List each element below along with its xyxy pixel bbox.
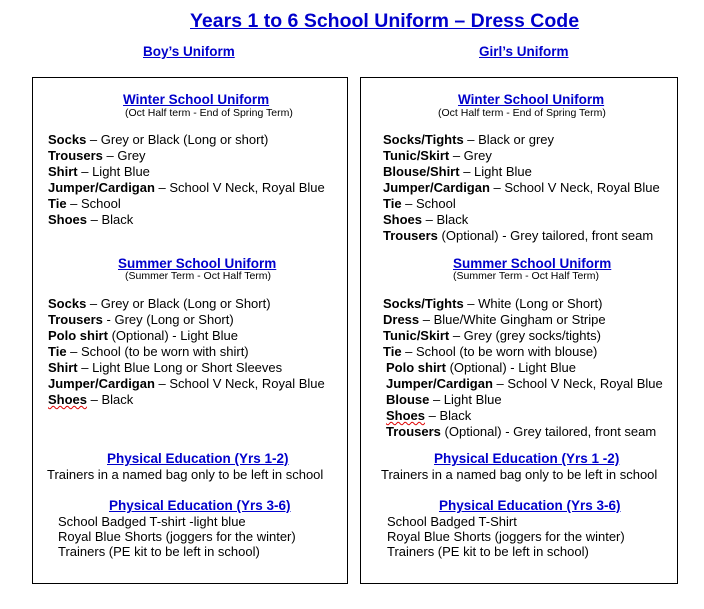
list-item: Royal Blue Shorts (joggers for the winter): [58, 529, 296, 544]
list-item: School Badged T-Shirt: [387, 514, 517, 529]
page-title: Years 1 to 6 School Uniform – Dress Code: [190, 10, 580, 32]
list-item: Tie – School: [48, 196, 121, 211]
list-item: Socks – Grey or Black (Long or Short): [48, 296, 271, 311]
list-item: Polo shirt (Optional) - Light Blue: [386, 360, 577, 375]
list-item: Royal Blue Shorts (joggers for the winter): [387, 529, 625, 544]
boys-winter-title: Winter School Uniform: [123, 92, 270, 107]
boys-heading: Boy’s Uniform: [143, 44, 235, 59]
list-item: Jumper/Cardigan – School V Neck, Royal Blue: [48, 376, 325, 391]
list-item: Shoes – Black: [386, 408, 472, 423]
girls-pe2-title: Physical Education (Yrs 3-6): [439, 498, 621, 513]
girls-pe1-text: Trainers in a named bag only to be left in school: [381, 467, 658, 482]
list-item: Polo shirt (Optional) - Light Blue: [48, 328, 239, 343]
boys-summer-title: Summer School Uniform: [118, 256, 277, 271]
girls-winter-subtitle: (Oct Half term - End of Spring Term): [438, 107, 606, 119]
boys-winter-subtitle: (Oct Half term - End of Spring Term): [125, 107, 293, 119]
list-item: Blouse – Light Blue: [386, 392, 502, 407]
list-item: Trousers - Grey (Long or Short): [48, 312, 234, 327]
boys-pe1-text: Trainers in a named bag only to be left in school: [47, 467, 324, 482]
boys-summer-subtitle: (Summer Term - Oct Half Term): [125, 270, 272, 282]
list-item: School Badged T-shirt -light blue: [58, 514, 246, 529]
list-item: Jumper/Cardigan – School V Neck, Royal Blue: [386, 376, 663, 391]
list-item: Dress – Blue/White Gingham or Stripe: [383, 312, 606, 327]
list-item: Trainers (PE kit to be left in school): [387, 544, 589, 559]
girls-pe1-title: Physical Education (Yrs 1 -2): [434, 451, 620, 466]
boys-pe2-title: Physical Education (Yrs 3-6): [109, 498, 291, 513]
girls-pe2-list: [387, 514, 625, 559]
girls-summer-title: Summer School Uniform: [453, 256, 612, 271]
list-item: Trousers (Optional) - Grey tailored, front seam: [383, 228, 654, 243]
boys-pe1-title: Physical Education (Yrs 1-2): [107, 451, 289, 466]
list-item: Shoes – Black: [48, 212, 134, 227]
list-item: Tie – School: [383, 196, 456, 211]
list-item: Tunic/Skirt – Grey: [383, 148, 492, 163]
list-item: Trousers – Grey: [48, 148, 146, 163]
list-item: Socks – Grey or Black (Long or short): [48, 132, 269, 147]
girls-summer-list: [383, 296, 663, 440]
list-item: Shirt – Light Blue: [48, 164, 150, 179]
list-item: Socks/Tights – Black or grey: [383, 132, 555, 147]
list-item: Tie – School (to be worn with shirt): [48, 344, 249, 359]
list-item: Tie – School (to be worn with blouse): [383, 344, 598, 359]
list-item: Trousers (Optional) - Grey tailored, front seam: [386, 424, 657, 439]
boys-uniform-box: [32, 77, 348, 584]
boys-summer-list: [48, 296, 325, 408]
boys-pe2-list: [58, 514, 296, 559]
list-item: Blouse/Shirt – Light Blue: [383, 164, 532, 179]
list-item: Shirt – Light Blue Long or Short Sleeves: [48, 360, 283, 375]
list-item: Shoes – Black: [383, 212, 469, 227]
list-item: Shoes – Black: [48, 392, 134, 407]
girls-summer-subtitle: (Summer Term - Oct Half Term): [453, 270, 600, 282]
girls-winter-list: [383, 132, 660, 244]
list-item: Jumper/Cardigan – School V Neck, Royal Blue: [48, 180, 325, 195]
girls-winter-title: Winter School Uniform: [458, 92, 605, 107]
girls-heading: Girl’s Uniform: [479, 44, 569, 59]
boys-winter-list: [48, 132, 325, 228]
list-item: Jumper/Cardigan – School V Neck, Royal Blue: [383, 180, 660, 195]
list-item: Socks/Tights – White (Long or Short): [383, 296, 603, 311]
list-item: Trainers (PE kit to be left in school): [58, 544, 260, 559]
girls-uniform-box: [360, 77, 678, 584]
list-item: Tunic/Skirt – Grey (grey socks/tights): [383, 328, 601, 343]
